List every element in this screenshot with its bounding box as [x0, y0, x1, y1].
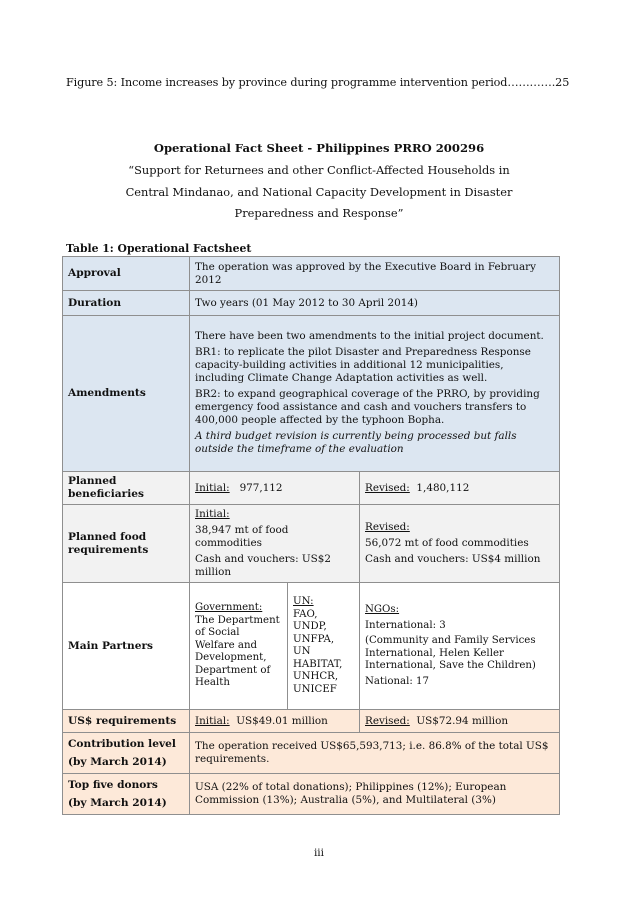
- row-duration: [63, 291, 560, 316]
- donors-label-line2: (by March 2014): [68, 797, 167, 809]
- food-initial: [190, 505, 360, 583]
- contribution-label-line2: (by March 2014): [68, 756, 167, 768]
- requirements-revised-label: Revised:: [365, 714, 410, 727]
- approval-value: The operation was approved by the Executive Board in February 2012: [190, 257, 560, 291]
- beneficiaries-revised-label: Revised:: [365, 481, 410, 494]
- amendment-br1: BR1: to replicate the pilot Disaster and Preparedness Response capacity-building activities in additional 12 municipalities, including Climate Change Adaptation activities as well.: [195, 346, 531, 384]
- food-revised: [360, 505, 560, 583]
- page-number: iii: [313, 847, 325, 859]
- table-caption: Table 1: Operational Factsheet: [66, 242, 252, 255]
- amendment-note: A third budget revision is currently being processed but falls outside the timeframe of the evaluation: [195, 430, 517, 455]
- approval-label: Approval: [63, 257, 190, 291]
- row-planned-beneficiaries: [63, 472, 560, 505]
- ngos-label: NGOs:: [365, 604, 400, 615]
- food-label: Planned food requirements: [63, 505, 190, 583]
- beneficiaries-initial-label: Initial:: [195, 481, 230, 494]
- donors-label: [63, 774, 190, 815]
- food-initial-commodities: 38,947 mt of food commodities: [195, 524, 289, 549]
- operational-factsheet-table: [62, 256, 560, 815]
- beneficiaries-revised: [360, 472, 560, 505]
- contribution-label-line1: Contribution level: [68, 738, 176, 750]
- food-initial-cash: Cash and vouchers: US$2 million: [195, 553, 331, 578]
- partners-ngos: [360, 583, 560, 710]
- contribution-value: The operation received US$65,593,713; i.e. 86.8% of the total US$ requirements.: [190, 733, 560, 774]
- partners-government: [190, 583, 288, 710]
- donors-value: USA (22% of total donations); Philippines (12%); European Commission (13%); Australia (5%), and Multilateral (3%): [190, 774, 560, 815]
- contribution-label: [63, 733, 190, 774]
- toc-entry-figure-5: Figure 5: Income increases by province during programme intervention period………….25: [66, 76, 570, 89]
- government-label: Government:: [195, 602, 263, 614]
- amendments-value: [190, 316, 560, 472]
- ngos-national: National: 17: [365, 675, 430, 687]
- duration-label: Duration: [63, 291, 190, 316]
- ngos-international-list: (Community and Family Services International, Helen Keller International, Save the Children): [365, 635, 536, 671]
- row-amendments: [63, 316, 560, 472]
- row-main-partners: [63, 583, 560, 710]
- row-top-donors: [63, 774, 560, 815]
- row-approval: [63, 257, 560, 291]
- amendments-label: Amendments: [63, 316, 190, 472]
- government-partners: The Department of Social Welfare and Development, Department of Health: [195, 614, 280, 689]
- donors-label-line1: Top five donors: [68, 779, 158, 791]
- un-partners: FAO, UNDP, UNFPA, UN HABITAT, UNHCR, UNICEF: [293, 608, 343, 695]
- row-usd-requirements: [63, 710, 560, 733]
- fact-sheet-subtitle: “Support for Returnees and other Conflict-Affected Households in Central Mindanao, and National Capacity Development in Disaster Preparedness and Response”: [125, 163, 513, 220]
- beneficiaries-initial: [190, 472, 360, 505]
- requirements-initial-label: Initial:: [195, 714, 230, 727]
- beneficiaries-initial-value: 977,112: [239, 481, 283, 494]
- fact-sheet-heading: [66, 138, 572, 225]
- food-initial-label: Initial:: [195, 508, 230, 520]
- ngos-international: International: 3: [365, 619, 446, 631]
- requirements-revised: [360, 710, 560, 733]
- food-revised-label: Revised:: [365, 521, 410, 533]
- amendments-intro: There have been two amendments to the initial project document.: [195, 330, 544, 342]
- requirements-initial: [190, 710, 360, 733]
- un-label: UN:: [293, 596, 314, 607]
- partners-un: [288, 583, 360, 710]
- row-contribution-level: [63, 733, 560, 774]
- beneficiaries-revised-value: 1,480,112: [416, 481, 470, 494]
- row-planned-food: [63, 505, 560, 583]
- beneficiaries-label: Planned beneficiaries: [63, 472, 190, 505]
- fact-sheet-title: Operational Fact Sheet - Philippines PRRO 200296: [153, 141, 485, 155]
- requirements-label: US$ requirements: [63, 710, 190, 733]
- partners-label: Main Partners: [63, 583, 190, 710]
- requirements-revised-value: US$72.94 million: [416, 714, 509, 727]
- amendment-br2: BR2: to expand geographical coverage of the PRRO, by providing emergency food assistance and cash and vouchers transfers to 400,000 people affected by the typhoon Bopha.: [195, 388, 540, 426]
- duration-value: Two years (01 May 2012 to 30 April 2014): [190, 291, 560, 316]
- requirements-initial-value: US$49.01 million: [236, 714, 328, 727]
- food-revised-commodities: 56,072 mt of food commodities: [365, 537, 529, 549]
- food-revised-cash: Cash and vouchers: US$4 million: [365, 553, 541, 565]
